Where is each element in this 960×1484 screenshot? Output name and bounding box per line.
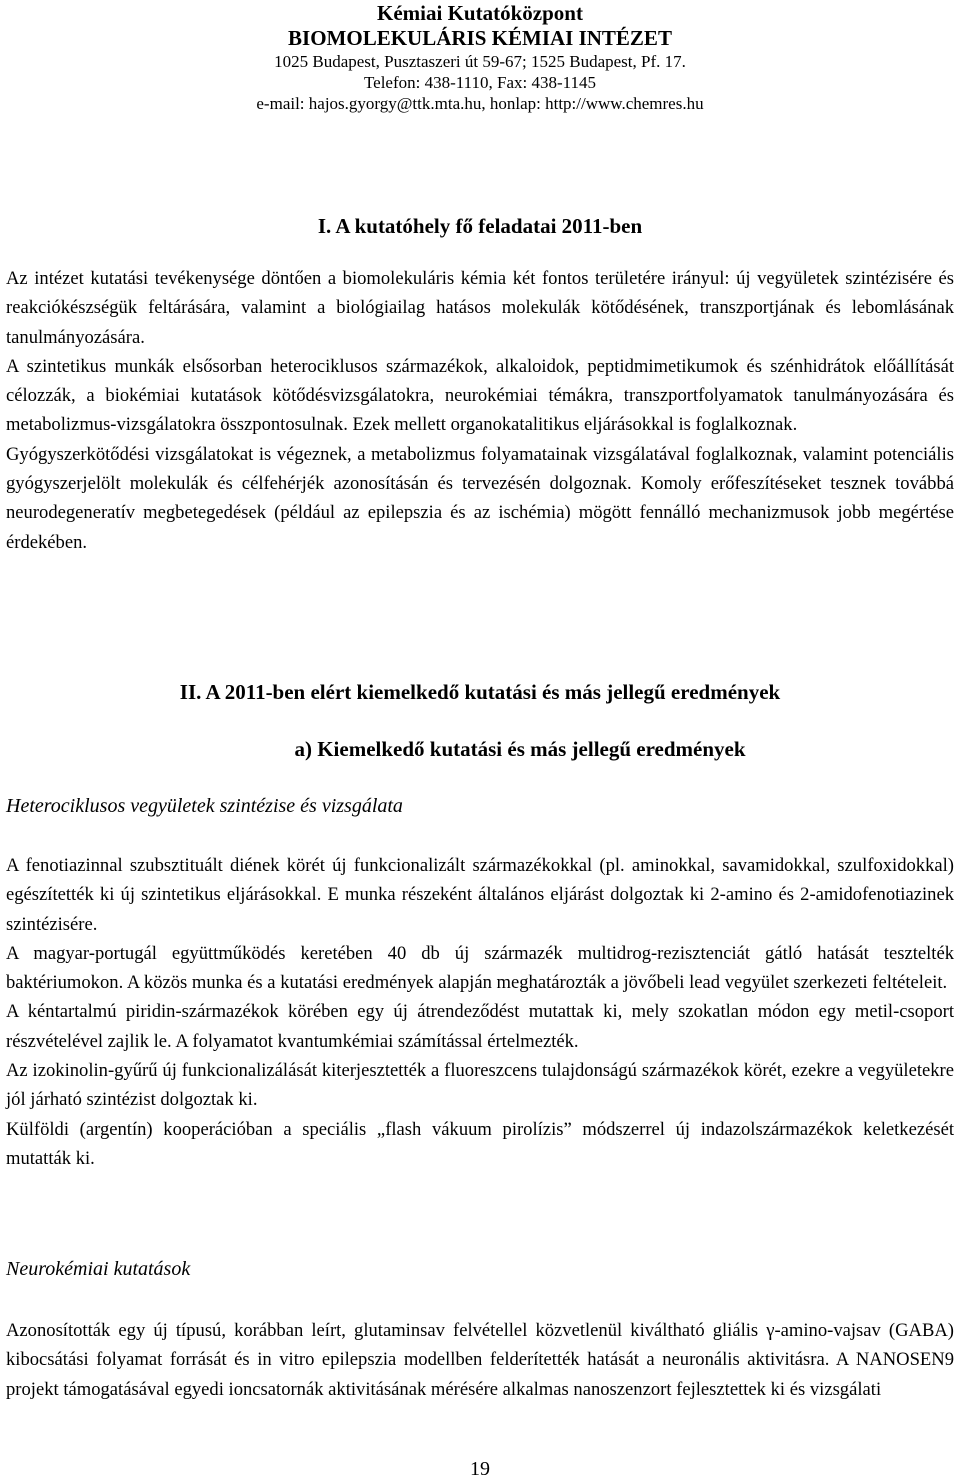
org-name: Kémiai Kutatóközpont [377, 1, 583, 25]
paragraph: Gyógyszerkötődési vizsgálatokat is végeznek, a metabolizmus folyamatainak vizsgálatával foglalkoznak, valamint potenciális gyógyszerjelölt molekulák és célfehérjék azonosításán és tervezésén dolgoznak. Komoly erőfeszítéseket tesznek továbbá neurodegeneratív megbetegedések (például az epilepszia és az ischémia) mögött fennálló mechanizmusok jobb megértése érdekében. [6, 443, 954, 553]
phone-line: Telefon: 438-1110, Fax: 438-1145 [363, 73, 597, 92]
paragraph: Az intézet kutatási tevékenysége döntően a biomolekuláris kémia két fontos területére irányul: új vegyületek szintézisére és reakciókészségük feltárására, valamint a biológiailag hatásos molekulák kötődésének, transzportjának és lebomlásának tanulmányozására. [6, 268, 954, 348]
section-2-title: II. A 2011-ben elért kiemelkedő kutatási és más jellegű eredmények [179, 680, 781, 704]
paragraph: Azonosították egy új típusú, korábban leírt, glutaminsav felvétellel közvetlenül kiváltható gliális γ-amino-vajsav (GABA) kibocsátási folyamat forrását és in vitro epilepszia modellben felderítették hatását a neuronális aktivitásra. A NANOSEN9 projekt támogatásával egyedi ioncsatornák aktivitásának mérésére alkalmas nanoszenzort fejlesztettek ki és vizsgálati [6, 1320, 954, 1400]
topic-2-body [6, 1316, 954, 1404]
paragraph: Külföldi (argentín) kooperációban a speciális „flash vákuum pirolízis” módszerrel új indazolszármazékok keletkezését mutatták ki. [6, 1118, 954, 1169]
topic-1-heading: Heterociklusos vegyületek szintézise és vizsgálata [6, 795, 403, 817]
address-line: 1025 Budapest, Pusztaszeri út 59-67; 1525 Budapest, Pf. 17. [274, 52, 686, 71]
topic-2-heading: Neurokémiai kutatások [6, 1258, 191, 1280]
letterhead [0, 0, 960, 114]
paragraph: A kéntartalmú piridin-származékok körében egy új átrendeződést mutattak ki, mely szokatlan módon egy metil-csoport részvételével zajlik le. A folyamatot kvantumkémiai számítással értelmezték. [6, 1001, 954, 1052]
paragraph: A fenotiazinnal szubsztituált diének körét új funkcionalizált származékokkal (pl. aminokkal, savamidokkal, szulfoxidokkal) egészítették ki új szintetikus eljárásokkal. E munka részeként általános eljárást dolgoztak ki 2-amino és 2-amidofenotiazinek szintézisére. [6, 855, 954, 935]
paragraph: Az izokinolin-gyűrű új funkcionalizálását kiterjesztették a fluoreszcens tulajdonságú származékok körét, ezekre a vegyületekre jól járható szintézist dolgoztak ki. [6, 1060, 954, 1111]
paragraph: A szintetikus munkák elsősorban heterociklusos származékok, alkaloidok, peptidmimetikumok és szénhidrátok előállítását célozzák, a biokémiai kutatások kötődésvizsgálatokra, neurokémiai témákra, transzportfolyamatok tanulmányozására és metabolizmus-vizsgálatokra összpontosulnak. Ezek mellett organokatalitikus eljárásokkal is foglalkoznak. [6, 355, 954, 436]
section-2-subtitle: a) Kiemelkedő kutatási és más jellegű eredmények [294, 737, 746, 761]
contact-line: e-mail: hajos.gyorgy@ttk.mta.hu, honlap: http://www.chemres.hu [256, 94, 704, 113]
institute-name: BIOMOLEKULÁRIS KÉMIAI INTÉZET [288, 26, 672, 50]
section-1-body [6, 264, 954, 557]
paragraph: A magyar-portugál együttműködés keretében 40 db új származék multidrog-rezisztenciát gátló hatását tesztelték baktériumokon. A közös munka és a kutatási eredmények alapján meghatározták a jövőbeli lead vegyület szerkezeti feltételeit. [6, 942, 954, 994]
page-number: 19 [470, 1458, 490, 1480]
section-1-title: I. A kutatóhely fő feladatai 2011-ben [317, 214, 643, 238]
topic-1-body [6, 851, 954, 1173]
